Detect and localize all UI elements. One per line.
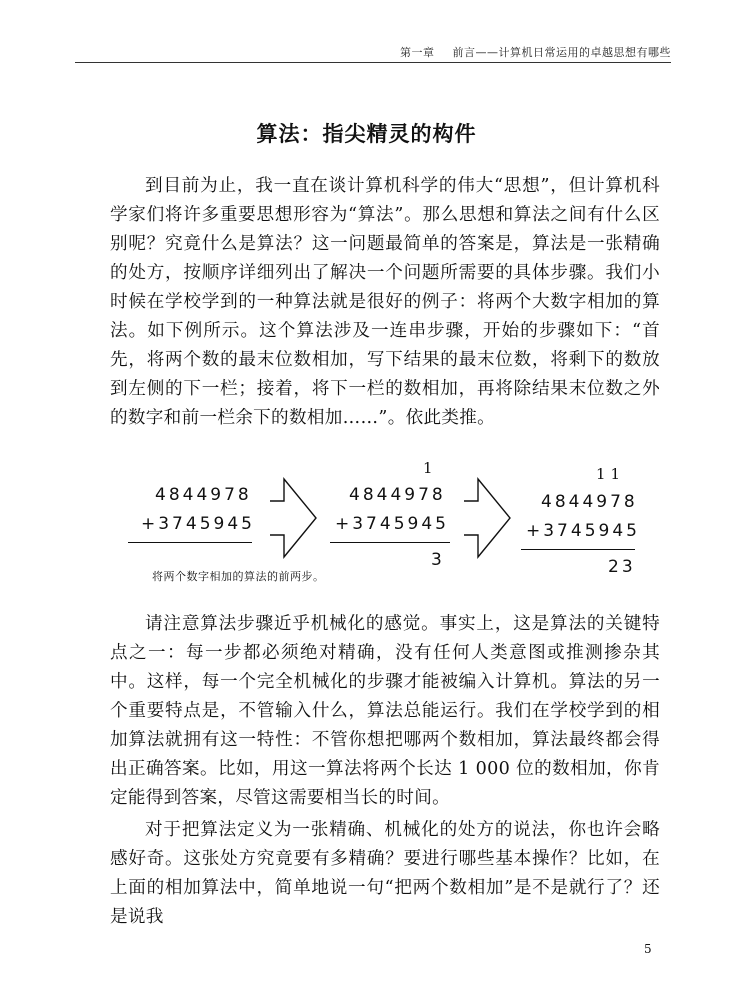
sum-rule: [330, 542, 450, 543]
page-number: 5: [644, 942, 652, 956]
addend-top: 4844978: [541, 492, 638, 512]
partial-sum: 23: [608, 557, 636, 577]
addend-bottom: +3745945: [141, 514, 255, 534]
sum-rule: [128, 542, 252, 543]
body-paragraph: 到目前为止，我一直在谈计算机科学的伟大“思想”，但计算机科学家们将许多重要思想形容为“算法”。那么思想和算法之间有什么区别呢？究竟什么是算法？这一问题最简单的答案是，算法是一张精确的处方，按顺序详细列出了解决一个问题所需要的具体步骤。我们小时候在学校学到的一种算法就是很好的例子：将两个大数字相加的算法。如下例所示。这个算法涉及一连串步骤，开始的步骤如下：“首先，将两个数的最末位数相加，写下结果的最末位数，将剩下的数放到左侧的下一栏；接着，将下一栏的数相加，再将除结果末位数之外的数字和前一栏余下的数相加……”。依此类推。: [110, 176, 660, 428]
sum-rule: [521, 549, 635, 550]
addition-figure: [0, 455, 733, 595]
header-rule: [75, 62, 671, 63]
running-head: [400, 44, 671, 60]
chapter-title: 前言——计算机日常运用的卓越思想有哪些: [452, 46, 671, 59]
addend-top: 4844978: [349, 485, 446, 505]
addend-bottom: +3745945: [526, 521, 640, 541]
addend-bottom: +3745945: [335, 514, 449, 534]
carry-digits: 11: [596, 465, 626, 483]
carry-digits: 1: [423, 459, 438, 477]
addend-top: 4844978: [155, 485, 252, 505]
chapter-label: 第一章: [400, 46, 435, 59]
partial-sum: 3: [431, 550, 445, 570]
body-paragraph: 对于把算法定义为一张精确、机械化的处方的说法，你也许会略感好奇。这张处方究竟要有多精确？要进行哪些基本操作？比如，在上面的相加算法中，简单地说一句“把两个数相加”是不是就行了？还是说我: [110, 820, 660, 927]
right-arrow-icon: [268, 477, 318, 559]
figure-caption: 将两个数字相加的算法的前两步。: [152, 570, 325, 583]
section-title: 算法：指尖精灵的构件: [256, 122, 477, 146]
body-paragraph: 请注意算法步骤近乎机械化的感觉。事实上，这是算法的关键特点之一：每一步都必须绝对精确，没有任何人类意图或推测掺杂其中。这样，每一个完全机械化的步骤才能被编入计算机。算法的另一个重要特点是，不管输入什么，算法总能运行。我们在学校学到的相加算法就拥有这一特性：不管你想把哪两个数相加，算法最终都会得出正确答案。比如，用这一算法将两个长达 1 000 位的数相加，你肯定能得到答案，尽管这需要相当长的时间。: [110, 614, 660, 808]
right-arrow-icon: [462, 477, 512, 559]
